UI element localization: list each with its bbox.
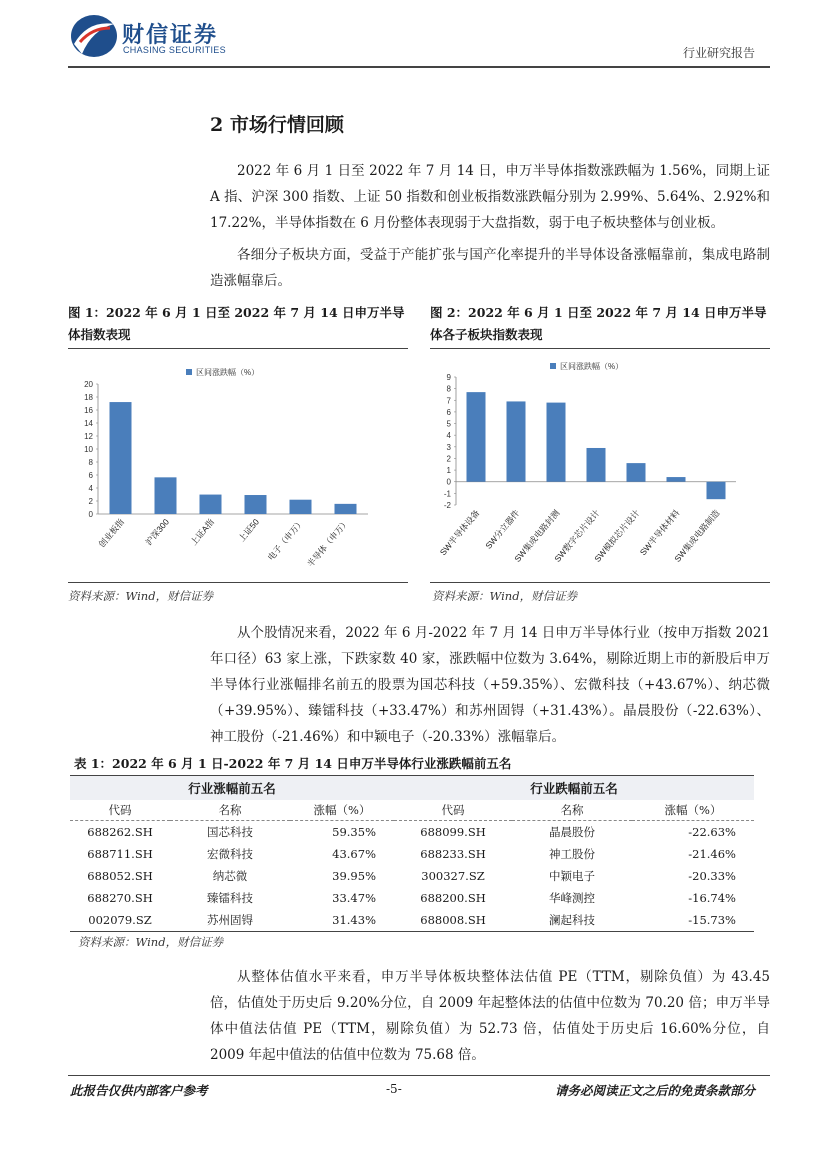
paragraph-1-text: 2022 年 6 月 1 日至 2022 年 7 月 14 日，申万半导体指数涨跌幅为 1.56%，同期上证 A 指、沪深 300 指数、上证 50 指数和创业板指数涨跌幅分别为 2.99%、5.64%、2.92%和 17.22%，半导体指数在 6 月份整体表现弱于大盘指数，弱于电子板块整体与创业板。 xyxy=(210,163,770,231)
loser-name: 神工股份 xyxy=(549,847,595,861)
y-tick-label: 6 xyxy=(88,471,93,480)
y-tick-label: 8 xyxy=(88,458,93,467)
gainer-code: 688711.SH xyxy=(87,847,153,861)
col-change: 涨幅（%） xyxy=(290,800,394,821)
gainer-name: 苏州固锝 xyxy=(170,909,290,932)
logo-text-en: CHASING SECURITIES xyxy=(123,45,226,55)
bar xyxy=(547,403,566,482)
gainer-change: 33.47% xyxy=(332,891,376,905)
x-tick-label: 电子（申万） xyxy=(265,516,307,563)
x-tick-label: SW数字芯片设计 xyxy=(552,507,602,564)
paragraph-4 xyxy=(210,964,770,1068)
figure-2-bottom-rule xyxy=(430,582,770,583)
loser-name: 中颖电子 xyxy=(549,869,595,883)
legend-label: 区间涨跌幅（%） xyxy=(196,368,260,377)
paragraph-3 xyxy=(210,620,770,750)
table-row xyxy=(70,843,754,865)
loser-change: -22.63% xyxy=(688,825,736,839)
figure-1-bottom-rule xyxy=(68,582,408,583)
col-code: 代码 xyxy=(394,800,512,821)
gainer-code: 688262.SH xyxy=(87,825,153,839)
loser-change: -20.33% xyxy=(688,869,736,883)
bar xyxy=(507,401,526,481)
x-tick-label: SW模拟芯片设计 xyxy=(592,507,642,564)
table-row xyxy=(70,887,754,909)
company-logo-icon xyxy=(70,14,118,58)
col-name: 名称 xyxy=(512,800,632,821)
table-row xyxy=(70,821,754,844)
figure-2-title: 图 2：2022 年 6 月 1 日至 2022 年 7 月 14 日申万半导体各子板块指数表现 xyxy=(430,305,767,342)
legend-swatch xyxy=(186,369,192,375)
paragraph-4-text: 从整体估值水平来看，申万半导体板块整体法估值 PE（TTM，剔除负值）为 43.45 倍，估值处于历史后 9.20%分位，自 2009 年起整体法的估值中位数为 70.20 倍；申万半导体中值法估值 PE（TTM，剔除负值）为 52.73 倍，估值处于历史后 16.60%分位，自 2009 年起中值法的估值中位数为 75.68 倍。 xyxy=(210,969,770,1063)
y-tick-label: 18 xyxy=(84,393,93,402)
gainer-name: 国芯科技 xyxy=(207,825,253,839)
y-tick-label: 8 xyxy=(446,384,451,394)
paragraph-2 xyxy=(210,242,770,294)
loser-name: 华峰测控 xyxy=(549,891,595,905)
bar xyxy=(587,448,606,482)
paragraph-2-text: 各细分子板块方面，受益于产能扩张与国产化率提升的半导体设备涨幅靠前，集成电路制造涨幅靠后。 xyxy=(210,247,770,289)
logo-text-cn: 财信证券 xyxy=(122,23,219,48)
y-tick-label: 10 xyxy=(84,445,93,454)
gainer-name: 臻镭科技 xyxy=(207,891,253,905)
loser-name: 澜起科技 xyxy=(512,909,632,932)
figure-1-top-rule xyxy=(68,348,408,349)
table-title: 表 1：2022 年 6 月 1 日-2022 年 7 月 14 日申万半导体行业涨跌幅前五名 xyxy=(74,756,512,771)
loser-code: 688099.SH xyxy=(420,825,486,839)
y-tick-label: 9 xyxy=(446,373,451,382)
y-tick-label: 0 xyxy=(88,510,93,519)
loser-code: 688008.SH xyxy=(394,909,512,932)
y-tick-label: 4 xyxy=(88,484,93,493)
losers-header: 行业跌幅前五名 xyxy=(394,776,754,801)
paragraph-3-text: 从个股情况来看，2022 年 6 月-2022 年 7 月 14 日申万半导体行业（按申万指数 2021 年口径）63 家上涨，下跌家数 40 家，涨跌幅中位数为 3.64%，剔除近期上市的新股后申万半导体行业涨幅排名前五的股票为国芯科技（+59.35%）、宏微科技（+43.67%）、纳芯微（+39.95%）、臻镭科技（+33.47%）和苏州固锝（+31.43%）。晶晨股份（-22.63%）、神工股份（-21.46%）和中颖电子（-20.33%）涨幅靠后。 xyxy=(210,625,770,745)
figure-1-source: 资料来源：Wind，财信证券 xyxy=(68,589,214,603)
loser-change: -21.46% xyxy=(688,847,736,861)
x-tick-label: SW集成电路封测 xyxy=(512,507,562,564)
bar xyxy=(335,504,357,514)
bar xyxy=(467,392,486,482)
x-tick-label: 上证50 xyxy=(236,516,262,544)
bar xyxy=(290,500,312,514)
table-row xyxy=(70,909,754,932)
header-divider xyxy=(68,66,770,68)
page-number: -5- xyxy=(386,1082,402,1096)
gainer-change: 59.35% xyxy=(332,825,376,839)
gainer-code: 002079.SZ xyxy=(70,909,170,932)
y-tick-label: -2 xyxy=(443,501,451,510)
col-code: 代码 xyxy=(70,800,170,821)
footer-disclaimer: 此报告仅供内部客户参考 xyxy=(70,1083,208,1098)
x-tick-label: 上证A指 xyxy=(188,516,217,548)
gainer-code: 688270.SH xyxy=(87,891,153,905)
bar xyxy=(667,477,686,482)
y-tick-label: 12 xyxy=(84,432,93,441)
bar xyxy=(245,495,267,514)
gainer-change: 31.43% xyxy=(290,909,394,932)
legend-swatch xyxy=(550,363,556,369)
bar xyxy=(707,482,726,499)
y-tick-label: -1 xyxy=(443,489,451,499)
legend-label: 区间涨跌幅（%） xyxy=(560,362,624,371)
loser-change: -15.73% xyxy=(632,909,754,932)
gainer-change: 43.67% xyxy=(332,847,376,861)
loser-code: 688233.SH xyxy=(420,847,486,861)
y-tick-label: 1 xyxy=(446,466,451,476)
x-tick-label: 创业板指 xyxy=(96,516,127,550)
figure-2-source: 资料来源：Wind，财信证券 xyxy=(432,589,578,603)
report-type: 行业研究报告 xyxy=(682,46,755,60)
table-row xyxy=(70,865,754,887)
x-tick-label: 半导体（申万） xyxy=(305,516,352,569)
y-tick-label: 5 xyxy=(446,419,451,429)
gainer-change: 39.95% xyxy=(332,869,376,883)
y-tick-label: 20 xyxy=(84,380,93,389)
x-tick-label: SW半导体材料 xyxy=(637,507,682,558)
gainers-header: 行业涨幅前五名 xyxy=(70,776,394,801)
gainer-name: 宏微科技 xyxy=(207,847,253,861)
x-tick-label: 沪深300 xyxy=(143,516,172,548)
figure-1-title: 图 1：2022 年 6 月 1 日至 2022 年 7 月 14 日申万半导体指数表现 xyxy=(68,305,405,342)
y-tick-label: 2 xyxy=(446,454,451,464)
loser-code: 688200.SH xyxy=(420,891,486,905)
x-tick-label: SW分立器件 xyxy=(483,507,522,551)
section-title: 2 市场行情回顾 xyxy=(210,114,344,136)
paragraph-1 xyxy=(210,158,770,236)
y-tick-label: 16 xyxy=(84,406,93,415)
top-movers-table xyxy=(70,775,754,932)
footer-divider xyxy=(68,1075,770,1076)
x-tick-label: SW半导体设备 xyxy=(437,507,482,558)
loser-code: 300327.SZ xyxy=(421,869,485,883)
gainer-name: 纳芯微 xyxy=(212,869,248,883)
footer-notice: 请务必阅读正文之后的免责条款部分 xyxy=(554,1083,755,1098)
y-tick-label: 7 xyxy=(446,396,451,406)
bar xyxy=(110,402,132,514)
y-tick-label: 3 xyxy=(446,442,451,452)
loser-change: -16.74% xyxy=(688,891,736,905)
figure-2-top-rule xyxy=(430,348,770,349)
chart-index-performance xyxy=(68,352,408,580)
y-tick-label: 4 xyxy=(446,431,451,441)
gainer-code: 688052.SH xyxy=(87,869,153,883)
y-tick-label: 0 xyxy=(446,477,451,487)
y-tick-label: 6 xyxy=(446,407,451,417)
x-tick-label: SW集成电路制造 xyxy=(672,507,722,564)
col-name: 名称 xyxy=(170,800,290,821)
col-change: 涨幅（%） xyxy=(632,800,754,821)
chart-subsector-performance xyxy=(430,352,770,580)
y-tick-label: 14 xyxy=(84,419,93,428)
y-tick-label: 2 xyxy=(88,497,93,506)
loser-name: 晶晨股份 xyxy=(549,825,595,839)
table-source: 资料来源：Wind，财信证券 xyxy=(78,935,224,949)
bar xyxy=(627,463,646,482)
bar xyxy=(200,495,222,514)
bar xyxy=(155,477,177,514)
